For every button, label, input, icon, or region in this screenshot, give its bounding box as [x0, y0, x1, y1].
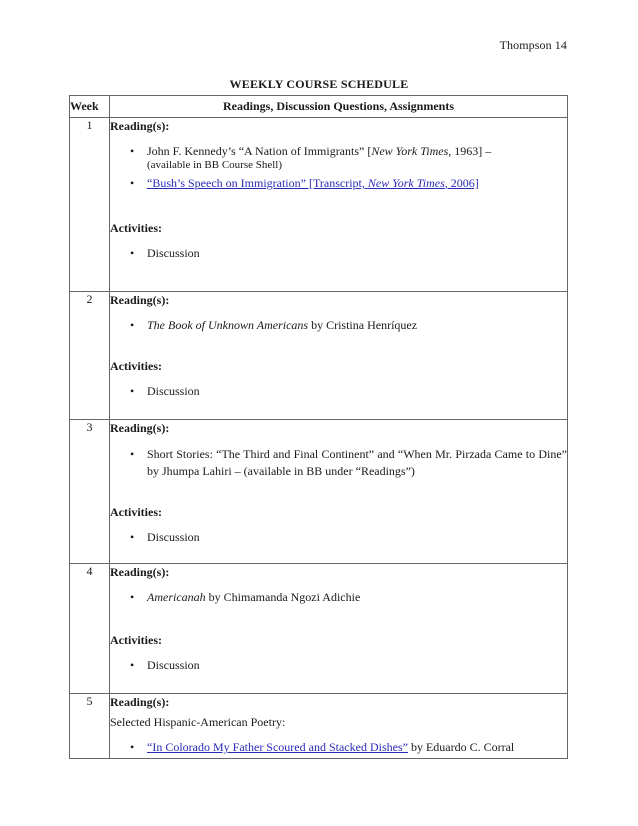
week-number: 2 — [70, 292, 110, 420]
readings-cell — [110, 564, 568, 694]
activities-label: Activities: — [110, 221, 162, 235]
readings-label: Reading(s): — [110, 695, 170, 709]
list-item — [130, 590, 567, 604]
readings-list — [110, 740, 567, 754]
activities-label: Activities: — [110, 359, 162, 373]
table-header-row — [70, 96, 568, 118]
activities-list — [110, 384, 567, 398]
list-item — [130, 144, 567, 172]
table-row — [70, 694, 568, 759]
bullet-icon: • — [130, 176, 135, 190]
bullet-icon: • — [130, 740, 135, 754]
reading-link[interactable]: “Bush’s Speech on Immigration” [Transcript, New York Times, 2006] — [147, 176, 479, 190]
poetry-intro: Selected Hispanic-American Poetry: — [110, 715, 286, 729]
table-row — [70, 420, 568, 564]
activities-list — [110, 246, 567, 260]
list-item — [130, 658, 567, 672]
list-item — [130, 384, 567, 398]
bullet-icon: • — [130, 530, 135, 544]
list-item — [130, 318, 567, 332]
reading-text: John F. Kennedy’s “A Nation of Immigrants” [ — [147, 144, 372, 158]
readings-label: Reading(s): — [110, 565, 170, 579]
week-number: 1 — [70, 118, 110, 292]
list-item — [130, 446, 567, 480]
bullet-icon: • — [130, 447, 135, 461]
readings-label: Reading(s): — [110, 119, 170, 133]
poem-link[interactable]: “In Colorado My Father Scoured and Stacked Dishes” — [147, 740, 408, 754]
activity-text: Discussion — [147, 384, 200, 398]
readings-label: Reading(s): — [110, 421, 170, 435]
reading-text-end: , 1963] – — [448, 144, 492, 158]
schedule-table — [69, 95, 568, 759]
column-header-week: Week — [70, 96, 110, 118]
bullet-icon: • — [130, 384, 135, 398]
activity-text: Discussion — [147, 530, 200, 544]
table-row — [70, 292, 568, 420]
reading-source-italic: New York Times — [371, 144, 449, 158]
readings-list — [110, 318, 567, 332]
bullet-icon: • — [130, 246, 135, 260]
document-title: WEEKLY COURSE SCHEDULE — [229, 77, 409, 91]
readings-label: Reading(s): — [110, 293, 170, 307]
table-row — [70, 118, 568, 292]
bullet-icon: • — [130, 318, 135, 332]
reading-author: by Cristina Henríquez — [308, 318, 418, 332]
readings-list — [110, 446, 567, 480]
poem-author: by Eduardo C. Corral — [407, 740, 515, 754]
book-title: The Book of Unknown Americans — [147, 318, 309, 332]
column-header-readings: Readings, Discussion Questions, Assignments — [110, 96, 568, 118]
activities-list — [110, 530, 567, 544]
activities-list — [110, 658, 567, 672]
readings-list — [110, 144, 567, 190]
list-item — [130, 530, 567, 544]
page-header-author: Thompson 14 — [499, 38, 567, 52]
list-item — [130, 176, 567, 190]
bullet-icon: • — [130, 658, 135, 672]
activity-text: Discussion — [147, 246, 200, 260]
activities-label: Activities: — [110, 505, 162, 519]
book-title: Americanah — [147, 590, 206, 604]
week-number: 5 — [70, 694, 110, 759]
table-row — [70, 564, 568, 694]
list-item — [130, 246, 567, 260]
readings-cell — [110, 420, 568, 564]
bullet-icon: • — [130, 590, 135, 604]
activity-text: Discussion — [147, 658, 200, 672]
readings-cell — [110, 292, 568, 420]
bullet-icon: • — [130, 144, 135, 158]
reading-text: Short Stories: “The Third and Final Continent” and “When Mr. Pirzada Came to Dine” by Jhumpa Lahiri – (available in BB under “Readings”) — [147, 447, 567, 478]
reading-author: by Chimamanda Ngozi Adichie — [205, 590, 361, 604]
week-number: 3 — [70, 420, 110, 564]
readings-list — [110, 590, 567, 604]
availability-note: (available in BB Course Shell) — [147, 159, 283, 171]
list-item — [130, 740, 567, 754]
readings-cell — [110, 118, 568, 292]
activities-label: Activities: — [110, 633, 162, 647]
week-number: 4 — [70, 564, 110, 694]
readings-cell — [110, 694, 568, 759]
